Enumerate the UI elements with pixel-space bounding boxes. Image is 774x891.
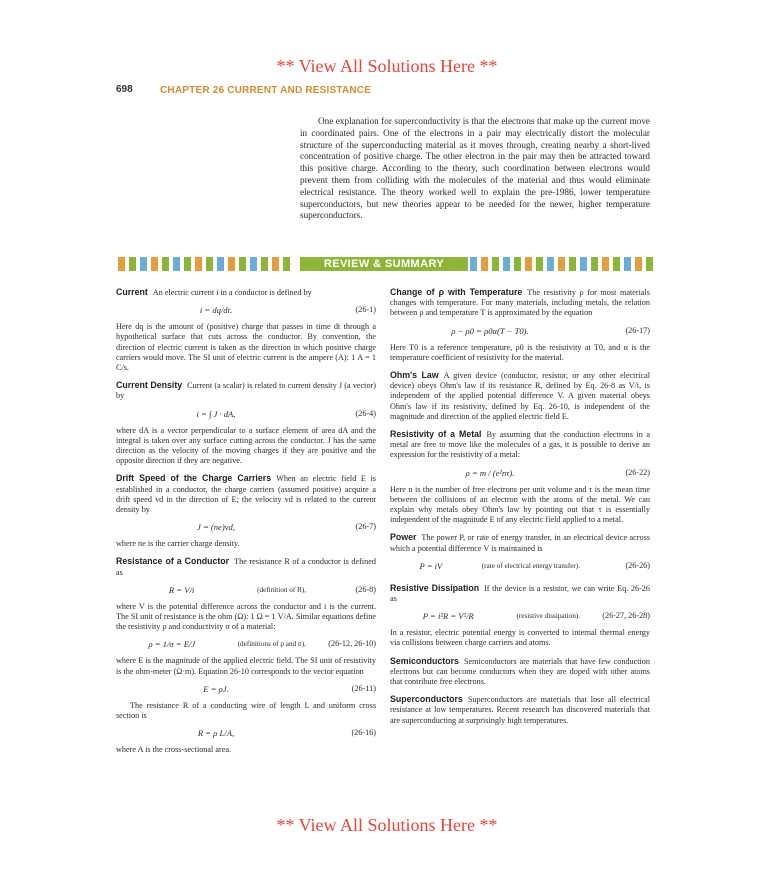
- equation-26-4: i = ∫ J · dA, (26-4): [196, 408, 376, 419]
- stripe-block: [492, 257, 499, 271]
- stripe-block: [624, 257, 631, 271]
- stripe-block: [470, 257, 477, 271]
- resistance-after-2: where E is the magnitude of the applied electric field. The SI unit of resistivity is the ohm-meter (Ω·m). Equation 26-10 corresponds to the vector equation: [116, 656, 376, 676]
- change-heading: Change of ρ with Temperature: [390, 287, 523, 297]
- view-solutions-banner-top[interactable]: ** View All Solutions Here **: [276, 56, 498, 76]
- stripe-block: [635, 257, 642, 271]
- review-summary-title: REVIEW & SUMMARY: [300, 257, 468, 271]
- dissipation-text: If the device is a resistor, we can write Eq. 26-26 as: [390, 583, 650, 604]
- equation-26-11: E = ρJ. (26-11): [203, 683, 376, 694]
- section-current-density: [116, 380, 376, 466]
- density-text: Current (a scalar) is related to current density J (a vector) by: [116, 381, 376, 401]
- equation-26-22: ρ = m / (e²nτ). (26-22): [465, 467, 650, 478]
- stripe-block: [151, 257, 158, 271]
- semi-heading: Semiconductors: [390, 655, 459, 666]
- resistance-after-3: The resistance R of a conducting wire of length L and uniform cross section is: [116, 700, 376, 721]
- current-after: Here dq is the amount of (positive) charge that passes in time dt through a hypothetical surface that cuts across the conductor. By convention, the direction of electric current is taken as the direction in which positive charge carriers would move. The SI unit of electric current is the ampere (A): 1 A = 1 C/s.: [116, 322, 376, 373]
- ohm-heading: Ohm's Law: [390, 370, 439, 381]
- stripe-block: [250, 257, 257, 271]
- stripe-block: [184, 257, 191, 271]
- stripe-block: [162, 257, 169, 271]
- density-heading: Current Density: [116, 380, 183, 391]
- stripe-block: [525, 257, 532, 271]
- stripe-block: [503, 257, 510, 271]
- equation-26-27: P = i²R = V²/R (resistive dissipation). (26-27, 26-28): [422, 611, 650, 622]
- intro-paragraph: One explanation for superconductivity is that the electrons that make up the current move in coordinated pairs. One of the electrons in a pair may electrically distort the molecular structure of the superconducting material as it moves through, creating nearby a short-lived concentration of positive charge. The other electron in the pair may then be attracted toward this positive charge. According to the theory, such coordination between electrons would prevent them from colliding with the molecules of the material and thus would eliminate electrical resistance. The theory worked well to explain the pre-1986, lower temperature superconductors, but new theories appear to be needed for the newer, higher temperature superconductors.: [300, 116, 650, 221]
- chapter-title: CHAPTER 26 CURRENT AND RESISTANCE: [160, 85, 372, 96]
- equation-26-7: J = (ne)vd, (26-7): [196, 522, 376, 533]
- stripe-block: [514, 257, 521, 271]
- power-text: The power P, or rate of energy transfer, in an electrical device across which a potential difference V is maintained is: [390, 533, 650, 553]
- stripe-block: [283, 257, 290, 271]
- stripe-block: [261, 257, 268, 271]
- stripe-block: [173, 257, 180, 271]
- metal-after: Here n is the number of free electrons per unit volume and τ is the mean time between the collisions of an electron with the atoms of the metal. We can explain why metals obey Ohm's law by pointing out that τ is essentially independent of the magnitude E of any electric field applied to a metal.: [390, 484, 650, 525]
- stripe-block: [613, 257, 620, 271]
- section-metal: [390, 429, 650, 525]
- equation-26-8: R = V/i (definition of R), (26-8): [168, 584, 376, 595]
- page-number: 698: [116, 84, 133, 95]
- stripe-block: [591, 257, 598, 271]
- dissipation-after: In a resistor, electric potential energy is converted to internal thermal energy via collisions between charge carriers and atoms.: [390, 628, 650, 648]
- drift-text: When an electric field E is established in a conductor, the charge carriers (assumed positive) acquire a drift speed vd in the direction of E; the velocity vd is related to the current density by: [116, 474, 376, 515]
- drift-after: where ne is the carrier charge density.: [116, 539, 240, 549]
- super-text: Superconductors are materials that lose all electrical resistance at low temperatures. Recent research has discovered materials that are superconducting at surprisingly high temperatures.: [390, 695, 650, 725]
- metal-heading: Resistivity of a Metal: [390, 429, 482, 440]
- equation-26-17: ρ − ρ0 = ρ0α(T − T0). (26-17): [451, 325, 650, 336]
- stripe-block: [536, 257, 543, 271]
- metal-text: By assuming that the conduction electrons in a metal are free to move like the molecules of a gas, it is possible to derive an expression for the resistivity of a metal:: [390, 430, 650, 460]
- review-summary-stripe: [118, 257, 656, 271]
- stripe-block: [195, 257, 202, 271]
- power-heading: Power: [390, 532, 417, 543]
- section-temperature: [390, 287, 650, 363]
- super-heading: Superconductors: [390, 694, 463, 705]
- right-column: [390, 287, 650, 733]
- current-text: An electric current i in a conductor is defined by: [152, 288, 312, 297]
- section-resistance: [116, 556, 376, 755]
- resistance-text: The resistance R of a conductor is defined as: [116, 557, 376, 577]
- view-solutions-banner-bottom[interactable]: ** View All Solutions Here **: [276, 815, 498, 835]
- stripe-block: [206, 257, 213, 271]
- section-semiconductors: [390, 656, 650, 688]
- left-column: [116, 287, 376, 762]
- current-heading: Current: [116, 287, 148, 297]
- stripe-block: [558, 257, 565, 271]
- drift-heading: Drift Speed of the Charge Carriers: [116, 473, 272, 484]
- stripe-block: [272, 257, 279, 271]
- section-drift-speed: [116, 473, 376, 549]
- section-dissipation: [390, 583, 650, 649]
- stripe-block: [547, 257, 554, 271]
- ohm-text: A given device (conductor, resistor, or any other electrical device) obeys Ohm's law if its resistance R, defined by Eq. 26-8 as V/i, is independent of the applied potential difference V. A given material obeys Ohm's law if its resistivity, defined by Eq. 26-10, is independent of the magnitude and direction of the applied electric field E.: [390, 371, 650, 421]
- stripe-block: [580, 257, 587, 271]
- stripe-block: [129, 257, 136, 271]
- stripe-block: [646, 257, 653, 271]
- change-text: The resistivity ρ for most materials changes with temperature. For many materials, including metals, the relation between ρ and temperature T is approximated by the equation: [390, 288, 650, 318]
- stripe-block: [481, 257, 488, 271]
- stripe-block: [140, 257, 147, 271]
- equation-26-26: P = iV (rate of electrical energy transfer). (26-26): [419, 560, 650, 571]
- equation-26-12: ρ = 1/σ = E/J (definitions of ρ and σ), (26-12, 26-10): [148, 639, 376, 650]
- dissipation-heading: Resistive Dissipation: [390, 582, 480, 593]
- section-power: [390, 532, 650, 575]
- equation-26-16: R = ρ L/A, (26-16): [197, 728, 376, 739]
- stripe-block: [228, 257, 235, 271]
- semi-text: Semiconductors are materials that have few conduction electrons but can become conductors when they are doped with other atoms that contribute free electrons.: [390, 656, 650, 687]
- stripe-block: [602, 257, 609, 271]
- resistance-heading: Resistance of a Conductor: [116, 556, 230, 567]
- section-current: [116, 287, 376, 373]
- stripe-block: [217, 257, 224, 271]
- equation-26-1: i = dq/dt. (26-1): [199, 305, 376, 316]
- resistance-after-4: where A is the cross-sectional area.: [116, 745, 232, 755]
- stripe-block: [569, 257, 576, 271]
- stripe-block: [239, 257, 246, 271]
- section-superconductors: [390, 694, 650, 726]
- resistance-after: where V is the potential difference across the conductor and i is the current. The SI unit of resistance is the ohm (Ω): 1 Ω = 1 V/A. Similar equations define the resistivity ρ and conductivity σ of a material:: [116, 601, 376, 632]
- change-after: Here T0 is a reference temperature, ρ0 is the resistivity at T0, and α is the temperature coefficient of resistivity for the material.: [390, 342, 650, 362]
- section-ohms-law: [390, 370, 650, 422]
- stripe-block: [118, 257, 125, 271]
- density-after: where dA is a vector perpendicular to a surface element of area dA and the integral is taken over any surface cutting across the conductor. J has the same direction as the velocity of the moving charges if they are positive and the opposite direction if they are negative.: [116, 425, 376, 466]
